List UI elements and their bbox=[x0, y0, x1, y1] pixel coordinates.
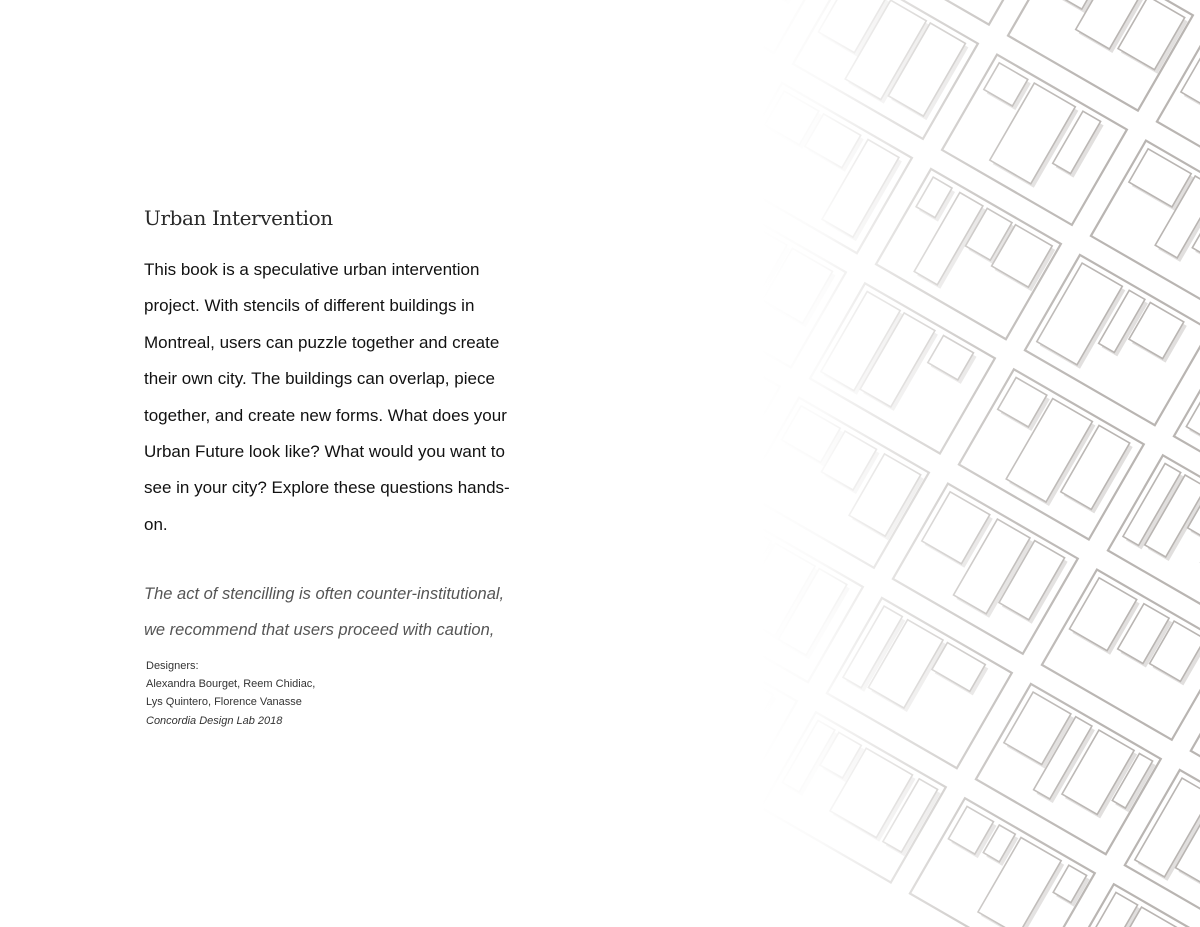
city-map-drawing bbox=[760, 0, 1200, 927]
credits-label: Designers: bbox=[146, 660, 199, 672]
city-blocks bbox=[760, 0, 1200, 927]
body-line: on. bbox=[144, 514, 168, 534]
body-line: Montreal, users can puzzle together and create bbox=[144, 332, 500, 352]
building-shadow bbox=[772, 0, 815, 4]
credits-names: Alexandra Bourget, Reem Chidiac, bbox=[146, 678, 316, 691]
city-block-outline bbox=[760, 312, 780, 482]
caution-quote bbox=[144, 576, 524, 649]
building-outline bbox=[1186, 349, 1200, 449]
quote-line: The act of stencilling is often counter-institutional, bbox=[144, 585, 505, 603]
body-line: Urban Future look like? What would you want to bbox=[144, 442, 505, 462]
quote-line: we recommend that users proceed with caution, bbox=[144, 621, 495, 640]
body-line: together, and create new forms. What does your bbox=[144, 405, 507, 425]
building-shadow bbox=[1189, 353, 1200, 453]
body-line: see in your city? Explore these questions hands- bbox=[144, 478, 510, 498]
credits-block bbox=[146, 657, 466, 730]
body-line: This book is a speculative urban intervention bbox=[144, 260, 480, 279]
body-paragraph bbox=[144, 252, 524, 543]
credits-names: Lys Quintero, Florence Vanasse bbox=[146, 696, 302, 709]
body-line: project. With stencils of different buildings in bbox=[144, 296, 475, 316]
body-line: their own city. The buildings can overlap, piece bbox=[144, 369, 495, 389]
city-map-illustration bbox=[760, 0, 1200, 927]
credits-lab: Concordia Design Lab 2018 bbox=[146, 714, 283, 727]
page-title: Urban Intervention bbox=[144, 206, 333, 230]
city-block-outline bbox=[760, 0, 763, 167]
city-block-outline bbox=[760, 0, 829, 53]
